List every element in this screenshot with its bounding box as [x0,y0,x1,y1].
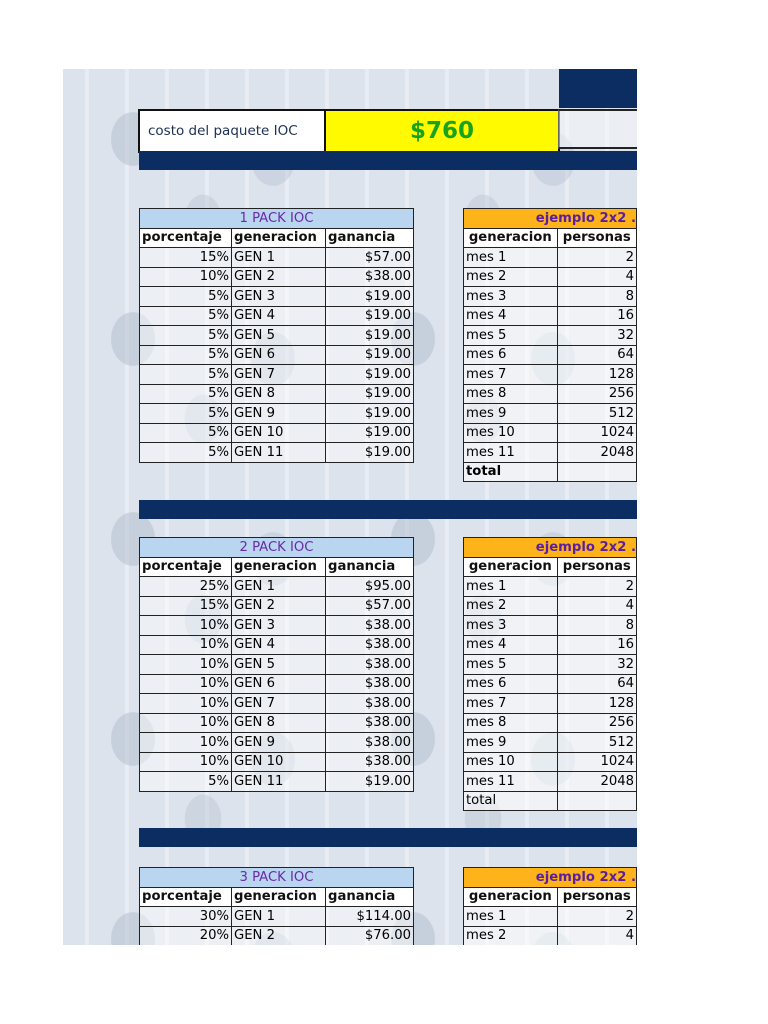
month-cell: mes 1 [464,577,558,597]
generation-cell: GEN 2 [232,267,326,287]
table-row [464,267,637,287]
people-cell: 4 [557,267,636,287]
people-cell: 512 [557,733,636,753]
table-row [140,733,414,753]
earnings-cell: $38.00 [326,635,414,655]
column-header: generacion [464,228,558,248]
total-row [464,462,637,482]
table-row [140,596,414,616]
table-row [140,674,414,694]
earnings-cell: $57.00 [326,596,414,616]
earnings-cell: $19.00 [326,404,414,424]
people-cell: 8 [557,616,636,636]
table-row [140,248,414,268]
pack-title: 1 PACK IOC [140,209,414,229]
column-header: ganancia [326,228,414,248]
total-value-cell [557,791,636,811]
people-cell: 1024 [557,752,636,772]
example-2-table [463,537,637,811]
column-header: generacion [232,228,326,248]
month-cell: mes 4 [464,306,558,326]
earnings-cell: $38.00 [326,616,414,636]
generation-cell: GEN 7 [232,365,326,385]
generation-cell: GEN 4 [232,306,326,326]
table-row [140,907,414,927]
month-cell: mes 4 [464,635,558,655]
total-value-cell [557,462,636,482]
people-cell: 64 [557,674,636,694]
earnings-cell: $19.00 [326,384,414,404]
percent-cell: 15% [140,596,232,616]
percent-cell: 10% [140,733,232,753]
people-cell: 2 [557,907,636,927]
earnings-cell: $19.00 [326,443,414,463]
generation-cell: GEN 1 [232,248,326,268]
earnings-cell: $76.00 [326,926,414,945]
month-cell: mes 5 [464,326,558,346]
generation-cell: GEN 8 [232,713,326,733]
month-cell: mes 8 [464,713,558,733]
month-cell: mes 5 [464,655,558,675]
earnings-cell: $38.00 [326,733,414,753]
percent-cell: 10% [140,655,232,675]
people-cell: 64 [557,345,636,365]
table-row [464,713,637,733]
generation-cell: GEN 1 [232,907,326,927]
earnings-cell: $57.00 [326,248,414,268]
column-header: generacion [464,557,558,577]
table-row [140,635,414,655]
percent-cell: 5% [140,365,232,385]
table-row [140,443,414,463]
example-title: ejemplo 2x2 . [464,209,637,229]
table-row [464,926,637,945]
package-cost-value: $760 [326,111,558,151]
month-cell: mes 2 [464,596,558,616]
table-row [464,772,637,792]
earnings-cell: $19.00 [326,423,414,443]
percent-cell: 5% [140,345,232,365]
table-row [464,384,637,404]
table-row [464,365,637,385]
month-cell: mes 2 [464,926,558,945]
table-row [464,907,637,927]
table-row [140,267,414,287]
percent-cell: 10% [140,713,232,733]
percent-cell: 5% [140,306,232,326]
cost-row-empty-cell [558,109,637,149]
month-cell: mes 11 [464,443,558,463]
table-row [464,345,637,365]
percent-cell: 5% [140,287,232,307]
pack-2-table [139,537,414,792]
percent-cell: 5% [140,772,232,792]
people-cell: 32 [557,326,636,346]
generation-cell: GEN 3 [232,616,326,636]
table-row [140,655,414,675]
generation-cell: GEN 4 [232,635,326,655]
example-title: ejemplo 2x2 . [464,868,637,888]
percent-cell: 10% [140,616,232,636]
table-row [464,596,637,616]
table-row [464,733,637,753]
table-row [464,423,637,443]
table-row [464,655,637,675]
column-header: personas [557,228,636,248]
example-3-table [463,867,637,945]
generation-cell: GEN 10 [232,423,326,443]
earnings-cell: $19.00 [326,326,414,346]
percent-cell: 5% [140,326,232,346]
table-row [464,443,637,463]
percent-cell: 5% [140,384,232,404]
month-cell: mes 1 [464,248,558,268]
table-row [140,326,414,346]
people-cell: 2048 [557,443,636,463]
table-row [140,772,414,792]
people-cell: 4 [557,926,636,945]
people-cell: 128 [557,365,636,385]
column-header: ganancia [326,557,414,577]
table-row [140,287,414,307]
people-cell: 2 [557,248,636,268]
table-row [140,926,414,945]
table-row [464,577,637,597]
column-header: personas [557,557,636,577]
people-cell: 1024 [557,423,636,443]
people-cell: 4 [557,596,636,616]
table-row [140,713,414,733]
earnings-cell: $38.00 [326,267,414,287]
column-header: porcentaje [140,557,232,577]
people-cell: 256 [557,384,636,404]
month-cell: mes 9 [464,404,558,424]
table-row [140,752,414,772]
month-cell: mes 7 [464,365,558,385]
people-cell: 16 [557,635,636,655]
month-cell: mes 10 [464,752,558,772]
earnings-cell: $38.00 [326,713,414,733]
column-header: personas [557,887,636,907]
table-row [464,404,637,424]
total-label: total [464,791,558,811]
table-row [140,577,414,597]
column-header: ganancia [326,887,414,907]
generation-cell: GEN 5 [232,326,326,346]
percent-cell: 15% [140,248,232,268]
month-cell: mes 1 [464,907,558,927]
package-cost-box [138,109,560,153]
month-cell: mes 11 [464,772,558,792]
month-cell: mes 7 [464,694,558,714]
table-row [464,306,637,326]
earnings-cell: $95.00 [326,577,414,597]
earnings-cell: $114.00 [326,907,414,927]
earnings-cell: $19.00 [326,772,414,792]
month-cell: mes 2 [464,267,558,287]
percent-cell: 20% [140,926,232,945]
percent-cell: 5% [140,423,232,443]
package-cost-label: costo del paquete IOC [140,111,326,151]
percent-cell: 5% [140,404,232,424]
table-row [464,752,637,772]
percent-cell: 10% [140,752,232,772]
generation-cell: GEN 8 [232,384,326,404]
people-cell: 2048 [557,772,636,792]
table-row [140,404,414,424]
table-row [464,326,637,346]
generation-cell: GEN 1 [232,577,326,597]
percent-cell: 10% [140,635,232,655]
earnings-cell: $19.00 [326,365,414,385]
table-row [140,616,414,636]
generation-cell: GEN 2 [232,926,326,945]
earnings-cell: $38.00 [326,655,414,675]
table-row [140,365,414,385]
month-cell: mes 6 [464,345,558,365]
table-row [464,674,637,694]
earnings-cell: $38.00 [326,674,414,694]
column-header: generacion [464,887,558,907]
people-cell: 32 [557,655,636,675]
example-title: ejemplo 2x2 . [464,538,637,558]
people-cell: 8 [557,287,636,307]
header-bar [559,69,637,108]
people-cell: 16 [557,306,636,326]
table-row [140,423,414,443]
people-cell: 512 [557,404,636,424]
earnings-cell: $19.00 [326,306,414,326]
table-row [140,306,414,326]
percent-cell: 25% [140,577,232,597]
generation-cell: GEN 6 [232,674,326,694]
generation-cell: GEN 11 [232,443,326,463]
column-header: generacion [232,557,326,577]
percent-cell: 5% [140,443,232,463]
table-row [464,616,637,636]
generation-cell: GEN 3 [232,287,326,307]
section-divider-band [139,500,637,519]
month-cell: mes 3 [464,287,558,307]
generation-cell: GEN 5 [232,655,326,675]
percent-cell: 10% [140,267,232,287]
total-row [464,791,637,811]
total-label: total [464,462,558,482]
generation-cell: GEN 6 [232,345,326,365]
pack-title: 3 PACK IOC [140,868,414,888]
generation-cell: GEN 9 [232,404,326,424]
pack-1-table [139,208,414,463]
section-divider-band [139,828,637,847]
month-cell: mes 9 [464,733,558,753]
earnings-cell: $38.00 [326,694,414,714]
percent-cell: 10% [140,694,232,714]
generation-cell: GEN 9 [232,733,326,753]
table-row [464,635,637,655]
table-row [464,694,637,714]
column-header: porcentaje [140,228,232,248]
people-cell: 2 [557,577,636,597]
month-cell: mes 8 [464,384,558,404]
generation-cell: GEN 7 [232,694,326,714]
table-row [140,384,414,404]
column-header: generacion [232,887,326,907]
percent-cell: 30% [140,907,232,927]
spreadsheet-area [63,69,637,945]
generation-cell: GEN 2 [232,596,326,616]
people-cell: 256 [557,713,636,733]
table-row [464,287,637,307]
percent-cell: 10% [140,674,232,694]
table-row [140,345,414,365]
example-1-table [463,208,637,482]
earnings-cell: $19.00 [326,287,414,307]
earnings-cell: $19.00 [326,345,414,365]
generation-cell: GEN 11 [232,772,326,792]
table-row [464,248,637,268]
people-cell: 128 [557,694,636,714]
generation-cell: GEN 10 [232,752,326,772]
month-cell: mes 6 [464,674,558,694]
table-row [140,694,414,714]
section-divider-band [139,151,637,170]
pack-title: 2 PACK IOC [140,538,414,558]
column-header: porcentaje [140,887,232,907]
earnings-cell: $38.00 [326,752,414,772]
month-cell: mes 3 [464,616,558,636]
month-cell: mes 10 [464,423,558,443]
pack-3-table [139,867,414,945]
